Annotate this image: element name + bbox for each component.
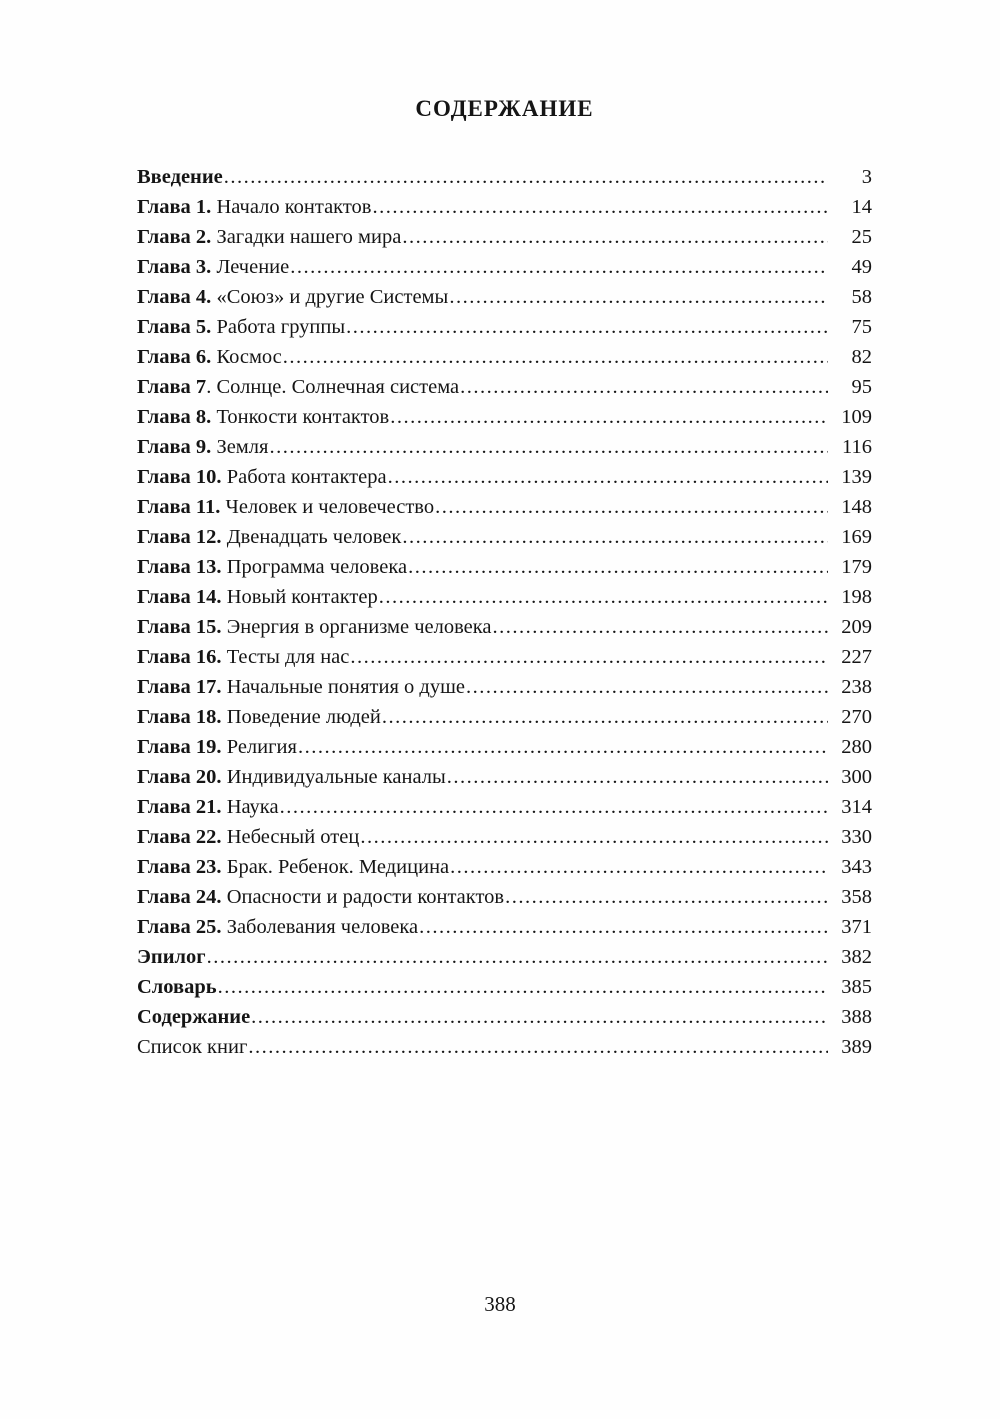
toc-entry bbox=[137, 706, 872, 736]
dot-leader bbox=[280, 796, 828, 819]
dot-leader bbox=[402, 526, 828, 549]
toc-entry bbox=[137, 886, 872, 916]
entry-title-rest: Поведение людей bbox=[221, 706, 381, 728]
entry-title bbox=[137, 196, 371, 219]
entry-title-bold: Глава 23. bbox=[137, 856, 222, 878]
entry-title-bold: Глава 19. bbox=[137, 736, 222, 758]
toc-entry bbox=[137, 1006, 872, 1036]
entry-title bbox=[137, 586, 378, 609]
dot-leader bbox=[207, 946, 828, 969]
entry-page-number: 209 bbox=[841, 616, 872, 638]
entry-page-number: 148 bbox=[841, 496, 872, 518]
entry-page-number: 358 bbox=[841, 886, 872, 908]
entry-title-rest: «Союз» и другие Системы bbox=[211, 286, 449, 308]
entry-title bbox=[137, 976, 217, 999]
entry-title bbox=[137, 376, 459, 399]
entry-title-bold: Содержание bbox=[137, 1006, 251, 1028]
entry-title-bold: Глава 25. bbox=[137, 916, 222, 938]
dot-leader bbox=[450, 856, 828, 879]
toc-entry bbox=[137, 166, 872, 196]
footer-page-number: 388 bbox=[484, 1292, 516, 1316]
dot-leader bbox=[298, 736, 828, 759]
toc-entry bbox=[137, 376, 872, 406]
entry-title-bold: Глава 11. bbox=[137, 496, 221, 518]
dot-leader bbox=[505, 886, 828, 909]
entry-title-bold: Глава 1. bbox=[137, 196, 212, 218]
entry-page-number: 388 bbox=[841, 1006, 872, 1028]
dot-leader bbox=[360, 826, 828, 849]
entry-title-bold: Глава 7 bbox=[137, 376, 207, 398]
toc-entry bbox=[137, 676, 872, 706]
entry-title-bold: Глава 14. bbox=[137, 586, 222, 608]
dot-leader bbox=[388, 466, 828, 489]
entry-title-rest: Загадки нашего мира bbox=[211, 226, 402, 248]
entry-title bbox=[137, 766, 446, 789]
entry-title-bold: Глава 6. bbox=[137, 346, 212, 368]
toc-entry bbox=[137, 766, 872, 796]
entry-page-number: 300 bbox=[841, 766, 872, 788]
entry-title-bold: Глава 10. bbox=[137, 466, 222, 488]
dot-leader bbox=[290, 256, 828, 279]
entry-title bbox=[137, 646, 349, 669]
toc-entry bbox=[137, 556, 872, 586]
entry-page-number: 109 bbox=[841, 406, 872, 428]
entry-title bbox=[137, 886, 504, 909]
toc-entry bbox=[137, 496, 872, 526]
dot-leader bbox=[350, 646, 828, 669]
entry-title-bold: Глава 4. bbox=[137, 286, 212, 308]
entry-title bbox=[137, 466, 387, 489]
entry-title-rest: Работа контактера bbox=[221, 466, 387, 488]
dot-leader bbox=[346, 316, 828, 339]
entry-page-number: 270 bbox=[841, 706, 872, 728]
entry-title-rest: Тесты для нас bbox=[221, 646, 350, 668]
entry-title-rest: Тонкости контактов bbox=[211, 406, 390, 428]
entry-title-bold: Глава 16. bbox=[137, 646, 222, 668]
dot-leader bbox=[269, 436, 828, 459]
dot-leader bbox=[419, 916, 828, 939]
entry-title-bold: Глава 2. bbox=[137, 226, 212, 248]
entry-title bbox=[137, 676, 465, 699]
dot-leader bbox=[493, 616, 828, 639]
entry-title-bold: Глава 8. bbox=[137, 406, 212, 428]
toc-entry bbox=[137, 796, 872, 826]
entry-page-number: 58 bbox=[851, 286, 872, 308]
entry-title bbox=[137, 316, 345, 339]
entry-title bbox=[137, 406, 389, 429]
entry-page-number: 371 bbox=[841, 916, 872, 938]
entry-title bbox=[137, 856, 449, 879]
entry-page-number: 116 bbox=[842, 436, 872, 458]
entry-page-number: 330 bbox=[841, 826, 872, 848]
entry-title bbox=[137, 1006, 250, 1029]
entry-title-bold: Глава 17. bbox=[137, 676, 222, 698]
entry-page-number: 238 bbox=[841, 676, 872, 698]
entry-page-number: 343 bbox=[841, 856, 872, 878]
entry-title-rest: Космос bbox=[211, 346, 282, 368]
dot-leader bbox=[372, 196, 828, 219]
entry-title-rest: Программа человека bbox=[221, 556, 408, 578]
entry-title bbox=[137, 286, 448, 309]
toc-entry bbox=[137, 466, 872, 496]
entry-title-rest: Земля bbox=[211, 436, 269, 458]
dot-leader bbox=[283, 346, 828, 369]
page-title: СОДЕРЖАНИЕ bbox=[415, 96, 594, 121]
dot-leader bbox=[408, 556, 828, 579]
entry-title-rest: Наука bbox=[221, 796, 279, 818]
dot-leader bbox=[224, 166, 828, 189]
entry-page-number: 3 bbox=[861, 166, 872, 188]
entry-title-bold: Глава 5. bbox=[137, 316, 212, 338]
entry-title-rest: Брак. Ребенок. Медицина bbox=[221, 856, 450, 878]
entry-title bbox=[137, 346, 282, 369]
toc-entry bbox=[137, 916, 872, 946]
entry-title bbox=[137, 226, 401, 249]
entry-title-rest: Заболевания человека bbox=[221, 916, 419, 938]
dot-leader bbox=[447, 766, 828, 789]
entry-title bbox=[137, 706, 381, 729]
toc-entry bbox=[137, 316, 872, 346]
entry-title bbox=[137, 166, 223, 189]
dot-leader bbox=[449, 286, 828, 309]
toc-entry bbox=[137, 256, 872, 286]
entry-page-number: 385 bbox=[841, 976, 872, 998]
entry-title bbox=[137, 946, 206, 969]
dot-leader bbox=[251, 1006, 828, 1029]
entry-page-number: 198 bbox=[841, 586, 872, 608]
dot-leader bbox=[435, 496, 828, 519]
dot-leader bbox=[460, 376, 828, 399]
entry-title-rest: Небесный отец bbox=[221, 826, 360, 848]
entry-title-rest: Религия bbox=[221, 736, 297, 758]
entry-title-bold: Глава 3. bbox=[137, 256, 212, 278]
entry-title-rest: Энергия в организме человека bbox=[221, 616, 492, 638]
entry-title bbox=[137, 526, 401, 549]
dot-leader bbox=[382, 706, 828, 729]
entry-title bbox=[137, 556, 407, 579]
toc-entry bbox=[137, 406, 872, 436]
entry-page-number: 82 bbox=[851, 346, 872, 368]
entry-title bbox=[137, 616, 492, 639]
entry-title-rest: Человек и человечество bbox=[220, 496, 435, 518]
toc-entry bbox=[137, 196, 872, 226]
entry-title-rest: Работа группы bbox=[211, 316, 346, 338]
entry-title-bold: Глава 13. bbox=[137, 556, 222, 578]
toc-entry bbox=[137, 826, 872, 856]
entry-title-rest: Новый контактер bbox=[221, 586, 378, 608]
dot-leader bbox=[466, 676, 828, 699]
toc-entry bbox=[137, 856, 872, 886]
entry-page-number: 14 bbox=[851, 196, 872, 218]
toc-entry bbox=[137, 616, 872, 646]
entry-title bbox=[137, 736, 297, 759]
entry-title-rest: Начальные понятия о душе bbox=[221, 676, 465, 698]
toc-entry bbox=[137, 586, 872, 616]
entry-title-bold: Глава 12. bbox=[137, 526, 222, 548]
entry-title-rest: . Солнце. Солнечная система bbox=[206, 376, 460, 398]
toc-entry bbox=[137, 286, 872, 316]
toc-list bbox=[137, 166, 872, 1066]
entry-title-rest: Двенадцать человек bbox=[221, 526, 402, 548]
entry-title bbox=[137, 436, 268, 459]
entry-title bbox=[137, 256, 289, 279]
dot-leader bbox=[390, 406, 828, 429]
entry-page-number: 382 bbox=[841, 946, 872, 968]
toc-entry bbox=[137, 736, 872, 766]
toc-content bbox=[137, 96, 872, 1066]
entry-title-bold: Глава 9. bbox=[137, 436, 212, 458]
entry-title-bold: Глава 24. bbox=[137, 886, 222, 908]
entry-page-number: 75 bbox=[851, 316, 872, 338]
toc-entry bbox=[137, 436, 872, 466]
entry-title bbox=[137, 496, 434, 519]
toc-entry bbox=[137, 346, 872, 376]
entry-title-bold: Эпилог bbox=[137, 946, 206, 968]
entry-page-number: 49 bbox=[851, 256, 872, 278]
toc-entry bbox=[137, 226, 872, 256]
entry-title-rest: Список книг bbox=[137, 1036, 248, 1058]
entry-title-rest: Лечение bbox=[211, 256, 290, 278]
toc-entry bbox=[137, 1036, 872, 1066]
entry-title-bold: Глава 22. bbox=[137, 826, 222, 848]
entry-title-rest: Индивидуальные каналы bbox=[221, 766, 446, 788]
entry-page-number: 314 bbox=[841, 796, 872, 818]
entry-page-number: 95 bbox=[851, 376, 872, 398]
entry-title-bold: Глава 21. bbox=[137, 796, 222, 818]
entry-page-number: 227 bbox=[841, 646, 872, 668]
entry-title bbox=[137, 826, 359, 849]
entry-page-number: 179 bbox=[841, 556, 872, 578]
dot-leader bbox=[248, 1036, 828, 1059]
toc-entry bbox=[137, 646, 872, 676]
dot-leader bbox=[379, 586, 828, 609]
entry-title-rest: Начало контактов bbox=[211, 196, 372, 218]
entry-title-bold: Глава 20. bbox=[137, 766, 222, 788]
entry-title-bold: Глава 18. bbox=[137, 706, 222, 728]
entry-title bbox=[137, 916, 418, 939]
entry-title-bold: Введение bbox=[137, 166, 223, 188]
entry-title-rest: Опасности и радости контактов bbox=[221, 886, 505, 908]
entry-title bbox=[137, 1036, 247, 1059]
entry-page-number: 169 bbox=[841, 526, 872, 548]
entry-title bbox=[137, 796, 279, 819]
entry-title-bold: Глава 15. bbox=[137, 616, 222, 638]
entry-page-number: 25 bbox=[851, 226, 872, 248]
dot-leader bbox=[218, 976, 828, 999]
toc-entry bbox=[137, 976, 872, 1006]
entry-page-number: 139 bbox=[841, 466, 872, 488]
entry-page-number: 280 bbox=[841, 736, 872, 758]
entry-title-bold: Словарь bbox=[137, 976, 217, 998]
dot-leader bbox=[402, 226, 828, 249]
toc-entry bbox=[137, 526, 872, 556]
entry-page-number: 389 bbox=[841, 1036, 872, 1058]
toc-entry bbox=[137, 946, 872, 976]
